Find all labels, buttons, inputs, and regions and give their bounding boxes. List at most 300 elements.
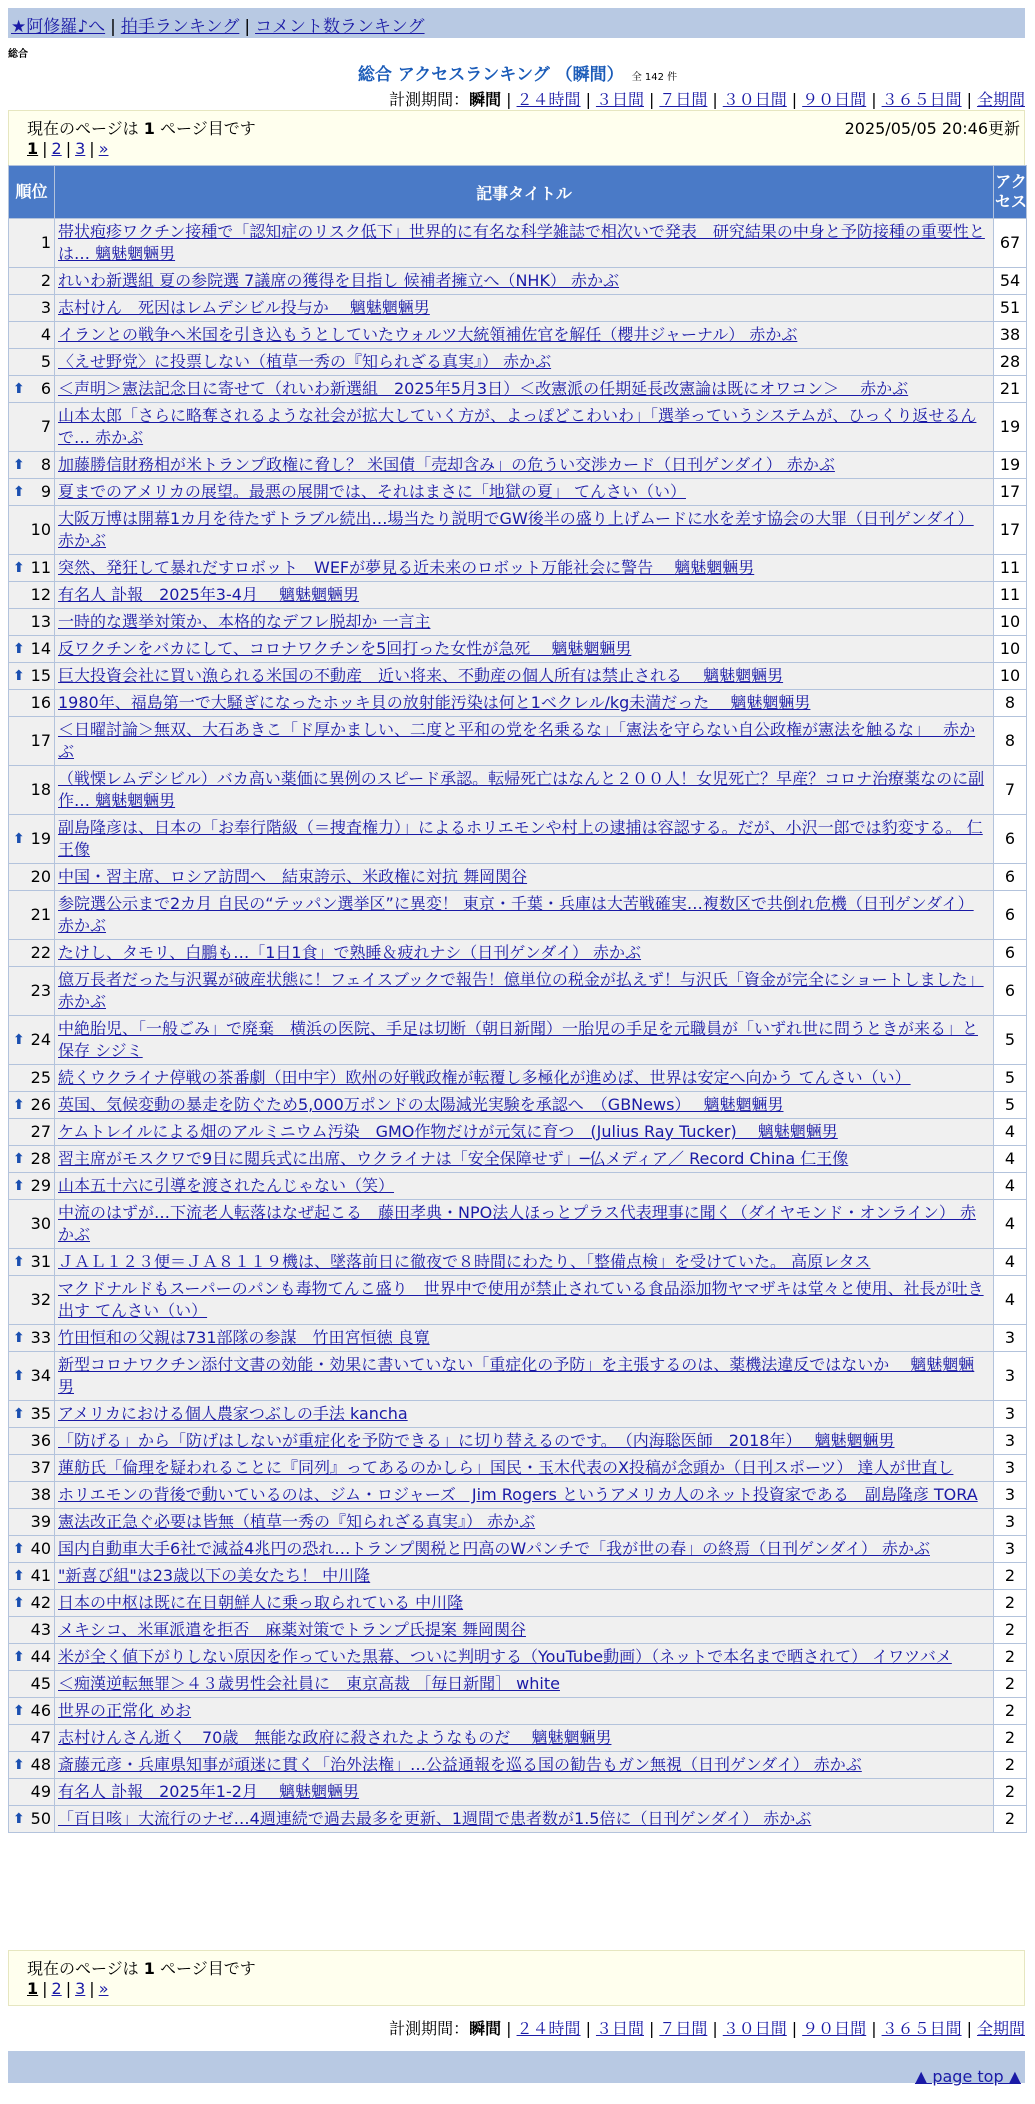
table-row xyxy=(9,1482,1027,1509)
access-count: 67 xyxy=(994,219,1027,268)
pager-separator: | xyxy=(65,1979,72,1998)
rank-number: 49 xyxy=(30,1782,51,1801)
period-option-link[interactable]: 全期間 xyxy=(976,2019,1025,2038)
access-count: 17 xyxy=(994,506,1027,555)
access-count: 3 xyxy=(994,1352,1027,1401)
title-cell xyxy=(55,766,994,815)
table-row xyxy=(9,1806,1027,1833)
rank-cell xyxy=(9,349,55,376)
title-cell xyxy=(55,1779,994,1806)
rank-up-arrow-icon: ⬆ xyxy=(13,1703,25,1719)
period-option-link[interactable]: ７日間 xyxy=(659,2019,708,2038)
table-row xyxy=(9,1325,1027,1352)
rank-number: 36 xyxy=(30,1431,51,1450)
article-link[interactable]: アメリカにおける個人農家つぶしの手法 kancha xyxy=(58,1404,408,1423)
article-link[interactable]: 習主席がモスクワで9日に閲兵式に出席、ウクライナは「安全保障せず」─仏メディア／ Record China 仁王像 xyxy=(58,1149,849,1168)
article-link[interactable]: 中流のはずが…下流老人転落はなぜ起こる 藤田孝典・NPO法人ほっとプラス代表理事に聞く（ダイヤモンド・オンライン） 赤かぶ xyxy=(58,1203,977,1244)
access-count: 2 xyxy=(994,1725,1027,1752)
clap-ranking-link[interactable]: 拍手ランキング xyxy=(120,17,240,37)
rank-cell xyxy=(9,1200,55,1249)
table-row xyxy=(9,1065,1027,1092)
rank-up-arrow-icon: ⬆ xyxy=(13,1178,25,1194)
comment-ranking-link[interactable]: コメント数ランキング xyxy=(255,17,425,37)
article-link[interactable]: 有名人 訃報 2025年3-4月 魑魅魍魎男 xyxy=(58,585,360,604)
title-cell xyxy=(55,717,994,766)
rank-number: 10 xyxy=(30,520,51,539)
rank-number: 34 xyxy=(30,1366,51,1385)
period-option-link[interactable]: ３日間 xyxy=(595,90,644,109)
article-link[interactable]: ＪＡＬ１２３便＝ＪＡ８１１９機は、墜落前日に徹夜で８時間にわたり、「整備点検」を受けていた。 高原レタス xyxy=(58,1252,871,1271)
rank-cell xyxy=(9,1016,55,1065)
article-link[interactable]: たけし、タモリ、白鵬も…「1日1食」で熟睡＆疲れナシ（日刊ゲンダイ） 赤かぶ xyxy=(58,943,642,962)
rank-cell xyxy=(9,717,55,766)
rank-cell xyxy=(9,506,55,555)
pager-next-link[interactable]: » xyxy=(98,1979,109,1998)
rank-cell xyxy=(9,1617,55,1644)
rank-up-arrow-icon: ⬆ xyxy=(13,457,25,473)
table-row xyxy=(9,322,1027,349)
pager-next-link[interactable]: » xyxy=(98,139,109,158)
rank-number: 50 xyxy=(30,1809,51,1828)
period-option-link[interactable]: ３０日間 xyxy=(722,2019,787,2038)
title-cell xyxy=(55,864,994,891)
access-count: 2 xyxy=(994,1590,1027,1617)
rank-up-arrow-icon: ⬆ xyxy=(13,1097,25,1113)
rank-up-arrow-icon: ⬆ xyxy=(13,1757,25,1773)
rank-cell xyxy=(9,1536,55,1563)
article-link[interactable]: 志村けんさん逝く 70歳 無能な政府に殺されたようなものだ 魑魅魍魎男 xyxy=(58,1728,612,1747)
page-title: 総合 アクセスランキング （瞬間） xyxy=(357,65,624,85)
rank-cell xyxy=(9,1590,55,1617)
title-cell xyxy=(55,1806,994,1833)
access-count: 8 xyxy=(994,717,1027,766)
rank-number: 39 xyxy=(30,1512,51,1531)
rank-up-arrow-icon: ⬆ xyxy=(13,1368,25,1384)
access-count: 51 xyxy=(994,295,1027,322)
rank-number: 27 xyxy=(30,1122,51,1141)
period-option-link[interactable]: ３日間 xyxy=(595,2019,644,2038)
nav-separator: | xyxy=(244,17,251,37)
access-count: 21 xyxy=(994,376,1027,403)
pager-link[interactable]: 1 xyxy=(27,139,39,158)
rank-number: 5 xyxy=(40,352,51,371)
table-row xyxy=(9,1671,1027,1698)
rank-cell xyxy=(9,1698,55,1725)
article-link[interactable]: 加藤勝信財務相が米トランプ政権に脅し？ 米国債「売却含み」の危うい交渉カード（日刊ゲンダイ） 赤かぶ xyxy=(58,455,835,474)
access-count: 10 xyxy=(994,663,1027,690)
access-count: 10 xyxy=(994,609,1027,636)
rank-number: 38 xyxy=(30,1485,51,1504)
page-number: 1 xyxy=(143,1959,155,1978)
title-cell xyxy=(55,1200,994,1249)
period-separator: | xyxy=(966,2019,972,2038)
rank-cell xyxy=(9,891,55,940)
rank-cell xyxy=(9,636,55,663)
rank-number: 25 xyxy=(30,1068,51,1087)
access-count: 28 xyxy=(994,349,1027,376)
title-cell xyxy=(55,1617,994,1644)
period-separator: | xyxy=(585,90,591,109)
title-cell xyxy=(55,1119,994,1146)
article-link[interactable]: "新喜び組"は23歳以下の美女たち！ 中川隆 xyxy=(58,1566,371,1585)
rank-number: 29 xyxy=(30,1176,51,1195)
article-link[interactable]: 参院選公示まで2カ月 自民の“テッパン選挙区”に異変！ 東京・千葉・兵庫は大苦戦確実…複数区で共倒れ危機（日刊ゲンダイ） 赤かぶ xyxy=(58,894,974,935)
rank-number: 21 xyxy=(30,905,51,924)
access-count: 3 xyxy=(994,1536,1027,1563)
access-count: 3 xyxy=(994,1509,1027,1536)
title-cell xyxy=(55,268,994,295)
rank-number: 9 xyxy=(40,482,51,501)
access-count: 5 xyxy=(994,1092,1027,1119)
rank-number: 43 xyxy=(30,1620,51,1639)
pager-link[interactable]: 3 xyxy=(75,1979,86,1998)
period-separator: | xyxy=(871,2019,877,2038)
period-separator: | xyxy=(871,90,877,109)
rank-cell xyxy=(9,864,55,891)
article-link[interactable]: 「防げる」から「防げはしないが重症化を予防できる」に切り替えるのです。 （内海聡医師 2018年） 魑魅魍魎男 xyxy=(58,1431,895,1450)
article-link[interactable]: 反ワクチンをバカにして、コロナワクチンを5回打った女性が急死 魑魅魍魎男 xyxy=(58,639,632,658)
title-cell xyxy=(55,663,994,690)
title-cell xyxy=(55,967,994,1016)
table-header-row xyxy=(9,166,1027,219)
rank-cell xyxy=(9,479,55,506)
access-count: 4 xyxy=(994,1200,1027,1249)
title-cell xyxy=(55,376,994,403)
article-link[interactable]: れいわ新選組 夏の参院選 7議席の獲得を目指し 候補者擁立へ（NHK） 赤かぶ xyxy=(58,271,620,290)
article-link[interactable]: 新型コロナワクチン添付文書の効能・効果に書いていない「重症化の予防」を主張するのは、薬機法違反ではないか 魑魅魍魎男 xyxy=(58,1355,975,1396)
title-cell xyxy=(55,1173,994,1200)
rank-up-arrow-icon: ⬆ xyxy=(13,1811,25,1827)
table-row xyxy=(9,1146,1027,1173)
title-cell xyxy=(55,690,994,717)
access-count: 4 xyxy=(994,1276,1027,1325)
article-link[interactable]: 竹田恒和の父親は731部隊の参謀 竹田宮恒徳 良寛 xyxy=(58,1328,430,1347)
rank-cell xyxy=(9,219,55,268)
article-link[interactable]: ＜痴漢逆転無罪＞４３歳男性会社員に 東京高裁 ［毎日新聞］ white xyxy=(58,1674,560,1693)
title-cell xyxy=(55,452,994,479)
table-row xyxy=(9,219,1027,268)
article-link[interactable]: マクドナルドもスーパーのパンも毒物てんこ盛り 世界中で使用が禁止されている食品添加物ヤマザキは堂々と使用、社長が吐き出す てんさい（い） xyxy=(58,1279,984,1320)
rank-cell xyxy=(9,1482,55,1509)
table-row xyxy=(9,1276,1027,1325)
rank-number: 32 xyxy=(30,1290,51,1309)
period-separator: | xyxy=(506,90,512,109)
table-row xyxy=(9,1352,1027,1401)
pager-top xyxy=(27,139,108,158)
article-link[interactable]: 大阪万博は開幕1カ月を待たずトラブル続出…場当たり説明でGW後半の盛り上げムードに水を差す協会の大罪（日刊ゲンダイ） 赤かぶ xyxy=(58,509,974,550)
article-link[interactable]: 憲法改正急ぐ必要は皆無（植草一秀の『知られざる真実』） 赤かぶ xyxy=(58,1512,536,1531)
updated-timestamp: 2025/05/05 20:46更新 xyxy=(844,119,1020,138)
rank-number: 46 xyxy=(30,1701,51,1720)
article-link[interactable]: 1980年、福島第一で大騒ぎになったホッキ貝の放射能汚染は何と1ベクレル/kg未満だった 魑魅魍魎男 xyxy=(58,693,811,712)
rank-cell xyxy=(9,1779,55,1806)
nav-separator: | xyxy=(110,17,116,37)
access-count: 2 xyxy=(994,1779,1027,1806)
rank-number: 14 xyxy=(30,639,51,658)
period-option-link[interactable]: ９０日間 xyxy=(802,90,867,109)
article-link[interactable]: 米が全く値下がりしない原因を作っていた黒幕、ついに判明する（YouTube動画）（ネットで本名まで晒されて） イワツバメ xyxy=(58,1647,952,1666)
title-cell xyxy=(55,1146,994,1173)
total-count: 全 142 件 xyxy=(631,72,678,83)
access-count: 3 xyxy=(994,1455,1027,1482)
rank-cell xyxy=(9,1276,55,1325)
period-option-link[interactable]: ９０日間 xyxy=(802,2019,867,2038)
period-separator: | xyxy=(585,2019,591,2038)
title-cell xyxy=(55,1455,994,1482)
period-selector-top xyxy=(389,87,1025,110)
pager-link[interactable]: 2 xyxy=(51,1979,62,1998)
title-cell xyxy=(55,506,994,555)
rank-up-arrow-icon: ⬆ xyxy=(13,1406,25,1422)
title-cell xyxy=(55,1352,994,1401)
rank-number: 26 xyxy=(30,1095,51,1114)
access-count: 6 xyxy=(994,864,1027,891)
table-row xyxy=(9,268,1027,295)
rank-cell xyxy=(9,1806,55,1833)
article-link[interactable]: 国内自動車大手6社で減益4兆円の恐れ…トランプ関税と円高のWパンチで「我が世の春」の終焉（日刊ゲンダイ） 赤かぶ xyxy=(58,1539,930,1558)
title-cell xyxy=(55,1276,994,1325)
article-link[interactable]: 続くウクライナ停戦の茶番劇（田中宇）欧州の好戦政権が転覆し多極化が進めば、世界は安定へ向かう てんさい（い） xyxy=(58,1068,911,1087)
table-row xyxy=(9,891,1027,940)
period-separator: | xyxy=(966,90,972,109)
article-link[interactable]: 「百日咳」大流行のナゼ…4週連続で過去最多を更新、1週間で患者数が1.5倍に（日刊ゲンダイ） 赤かぶ xyxy=(58,1809,812,1828)
rank-up-arrow-icon: ⬆ xyxy=(13,1649,25,1665)
period-separator: | xyxy=(791,90,798,109)
rank-cell xyxy=(9,1401,55,1428)
rank-number: 22 xyxy=(30,943,51,962)
rank-up-arrow-icon: ⬆ xyxy=(13,641,25,657)
table-row xyxy=(9,1752,1027,1779)
table-row xyxy=(9,1092,1027,1119)
article-link[interactable]: 夏までのアメリカの展望。最悪の展開では、それはまさに「地獄の夏」 てんさい（い） xyxy=(58,482,686,501)
article-link[interactable]: 志村けん 死因はレムデシビル投与か 魑魅魍魎男 xyxy=(58,298,430,317)
table-row xyxy=(9,1016,1027,1065)
page-top-link[interactable]: ▲ page top ▲ xyxy=(914,2067,1021,2086)
page-text-suffix: ページ目です xyxy=(160,1959,256,1978)
table-row xyxy=(9,1173,1027,1200)
rank-number: 8 xyxy=(40,455,51,474)
access-count: 4 xyxy=(994,1146,1027,1173)
table-row xyxy=(9,295,1027,322)
period-option-link[interactable]: ３６５日間 xyxy=(881,2019,962,2038)
table-row xyxy=(9,815,1027,864)
rank-up-arrow-icon: ⬆ xyxy=(13,1595,25,1611)
table-row xyxy=(9,582,1027,609)
table-row xyxy=(9,609,1027,636)
table-row xyxy=(9,690,1027,717)
period-option-link[interactable]: ３０日間 xyxy=(722,90,787,109)
title-cell xyxy=(55,815,994,864)
table-row xyxy=(9,1455,1027,1482)
top-nav-bar xyxy=(8,8,1025,38)
rank-number: 47 xyxy=(30,1728,51,1747)
rank-cell xyxy=(9,1146,55,1173)
title-cell xyxy=(55,1590,994,1617)
table-row xyxy=(9,636,1027,663)
period-option-link[interactable]: ３６５日間 xyxy=(881,90,962,109)
rank-up-arrow-icon: ⬆ xyxy=(13,831,25,847)
access-count: 54 xyxy=(994,268,1027,295)
period-separator: | xyxy=(712,90,718,109)
title-cell xyxy=(55,295,994,322)
table-row xyxy=(9,1119,1027,1146)
article-link[interactable]: 副島隆彦は、日本の「お奉行階級（＝捜査権力）」によるホリエモンや村上の逮捕は容認する。だが、小沢一郎では豹変する。 仁王像 xyxy=(58,818,983,859)
article-link[interactable]: 山本太郎「さらに略奪されるような社会が拡大していく方が、よっぽどこわいわ」「選挙っていうシステムが、ひっくり返せるんで… 赤かぶ xyxy=(58,406,977,447)
rank-cell xyxy=(9,663,55,690)
title-cell xyxy=(55,1428,994,1455)
rank-number: 16 xyxy=(30,693,51,712)
home-link[interactable]: ★阿修羅♪へ xyxy=(11,17,106,37)
article-link[interactable]: 世界の正常化 めお xyxy=(58,1701,192,1720)
ranking-table xyxy=(8,165,1027,1833)
pager-separator: | xyxy=(42,1979,48,1998)
rank-cell xyxy=(9,1065,55,1092)
article-link[interactable]: 中国・習主席、ロシア訪問へ 結束誇示、米政権に対抗 舞岡関谷 xyxy=(58,867,528,886)
period-separator: | xyxy=(506,2019,512,2038)
article-link[interactable]: イランとの戦争へ米国を引き込もうとしていたウォルツ大統領補佐官を解任（櫻井ジャーナル） 赤かぶ xyxy=(58,325,798,344)
article-link[interactable]: 突然、発狂して暴れだすロボット WEFが夢見る近未来のロボット万能社会に警告 魑魅魍魎男 xyxy=(58,558,755,577)
top-nav-links xyxy=(11,12,425,37)
period-current: 瞬間 xyxy=(469,90,502,109)
access-count: 17 xyxy=(994,479,1027,506)
rank-cell xyxy=(9,1455,55,1482)
pager-separator: | xyxy=(89,139,95,158)
table-row xyxy=(9,1779,1027,1806)
title-cell xyxy=(55,1016,994,1065)
title-cell xyxy=(55,1092,994,1119)
rank-up-arrow-icon: ⬆ xyxy=(13,1330,25,1346)
pager-separator: | xyxy=(65,139,72,158)
article-link[interactable]: ＜声明＞憲法記念日に寄せて（れいわ新選組 2025年5月3日）＜改憲派の任期延長改憲論は既にオワコン＞ 赤かぶ xyxy=(58,379,909,398)
pager-link[interactable]: 3 xyxy=(75,139,86,158)
pager-link[interactable]: 1 xyxy=(27,1979,39,1998)
article-link[interactable]: 日本の中枢は既に在日朝鮮人に乗っ取られている 中川隆 xyxy=(58,1593,464,1612)
article-link[interactable]: ＜日曜討論＞無双、大石あきこ「ド厚かましい、二度と平和の党を名乗るな」「憲法を守らない自公政権が憲法を触るな」 赤かぶ xyxy=(58,720,976,761)
rank-up-arrow-icon: ⬆ xyxy=(13,1541,25,1557)
rank-number: 15 xyxy=(30,666,51,685)
article-link[interactable]: メキシコ、米軍派遣を拒否 麻薬対策でトランプ氏提案 舞岡関谷 xyxy=(58,1620,526,1639)
rank-number: 31 xyxy=(30,1252,51,1271)
rank-cell xyxy=(9,1249,55,1276)
ranking-heading xyxy=(0,60,1035,85)
rank-cell xyxy=(9,1428,55,1455)
rank-number: 28 xyxy=(30,1149,51,1168)
article-link[interactable]: 山本五十六に引導を渡されたんじゃない（笑） xyxy=(58,1176,395,1195)
period-current: 瞬間 xyxy=(469,2019,502,2038)
period-option-link[interactable]: ２４時間 xyxy=(516,2019,581,2038)
table-row xyxy=(9,555,1027,582)
access-count: 38 xyxy=(994,322,1027,349)
current-page-text xyxy=(27,1956,256,1979)
rank-number: 48 xyxy=(30,1755,51,1774)
access-count: 6 xyxy=(994,967,1027,1016)
rank-number: 11 xyxy=(30,558,51,577)
access-count: 4 xyxy=(994,1119,1027,1146)
article-link[interactable]: ホリエモンの背後で動いているのは、ジム・ロジャーズ Jim Rogers というアメリカ人のネット投資家である 副島隆彦 TORA xyxy=(58,1485,978,1504)
access-count: 6 xyxy=(994,815,1027,864)
title-cell xyxy=(55,1249,994,1276)
title-cell xyxy=(55,349,994,376)
rank-cell xyxy=(9,1119,55,1146)
title-cell xyxy=(55,555,994,582)
rank-cell xyxy=(9,403,55,452)
table-row xyxy=(9,479,1027,506)
article-link[interactable]: 英国、気候変動の暴走を防ぐため5,000万ポンドの太陽減光実験を承認へ （GBNews） 魑魅魍魎男 xyxy=(58,1095,784,1114)
rank-cell xyxy=(9,766,55,815)
article-link[interactable]: ケムトレイルによる畑のアルミニウム汚染 GMO作物だけが元気に育つ (Julius Ray Tucker) 魑魅魍魎男 xyxy=(58,1122,838,1141)
rank-number: 33 xyxy=(30,1328,51,1347)
rank-number: 13 xyxy=(30,612,51,631)
rank-cell xyxy=(9,322,55,349)
title-cell xyxy=(55,1671,994,1698)
article-link[interactable]: 帯状疱疹ワクチン接種で「認知症のリスク低下」世界的に有名な科学雑誌で相次いで発表 研究結果の中身と予防接種の重要性とは… 魑魅魍魎男 xyxy=(58,222,985,263)
rank-number: 18 xyxy=(30,780,51,799)
title-cell xyxy=(55,609,994,636)
access-count: 5 xyxy=(994,1065,1027,1092)
article-link[interactable]: 〈えせ野党〉に投票しない（植草一秀の『知られざる真実』） 赤かぶ xyxy=(58,352,552,371)
title-cell xyxy=(55,1752,994,1779)
access-count: 11 xyxy=(994,582,1027,609)
table-row xyxy=(9,376,1027,403)
page-number: 1 xyxy=(143,119,155,138)
period-label: 計測期間： xyxy=(389,2019,470,2038)
pager-link[interactable]: 2 xyxy=(51,139,62,158)
table-row xyxy=(9,967,1027,1016)
rank-up-arrow-icon: ⬆ xyxy=(13,668,25,684)
article-link[interactable]: （戦慄レムデシビル）バカ高い薬価に異例のスピード承認。転帰死亡はなんと２００人！女児死亡？早産？コロナ治療薬なのに副作… 魑魅魍魎男 xyxy=(58,769,985,810)
rank-cell xyxy=(9,1671,55,1698)
access-count: 2 xyxy=(994,1671,1027,1698)
pager-separator: | xyxy=(89,1979,95,1998)
article-link[interactable]: 蓮舫氏「倫理を疑われることに『同列』ってあるのかしら」国民・玉木代表のX投稿が念頭か（日刊スポーツ） 達人が世直し xyxy=(58,1458,954,1477)
rank-cell xyxy=(9,967,55,1016)
article-link[interactable]: 巨大投資会社に買い漁られる米国の不動産 近い将来、不動産の個人所有は禁止される 魑魅魍魎男 xyxy=(58,666,784,685)
article-link[interactable]: 中絶胎児、「一般ごみ」で廃棄 横浜の医院、手足は切断（朝日新聞）一胎児の手足を元職員が「いずれ世に問うときが来る」と保存 シジミ xyxy=(58,1019,979,1060)
rank-number: 2 xyxy=(40,271,51,290)
article-link[interactable]: 斎藤元彦・兵庫県知事が頑迷に貫く「治外法権」…公益通報を巡る国の勧告もガン無視（日刊ゲンダイ） 赤かぶ xyxy=(58,1755,862,1774)
article-link[interactable]: 億万長者だった与沢翼が破産状態に！フェイスブックで報告！億単位の税金が払えず！与沢氏「資金が完全にショートしました」 赤かぶ xyxy=(58,970,984,1011)
rank-cell xyxy=(9,1325,55,1352)
access-count: 5 xyxy=(994,1016,1027,1065)
table-row xyxy=(9,864,1027,891)
period-option-link[interactable]: ７日間 xyxy=(659,90,708,109)
title-cell xyxy=(55,1325,994,1352)
access-count: 19 xyxy=(994,452,1027,479)
period-option-link[interactable]: ２４時間 xyxy=(516,90,581,109)
bottom-bar xyxy=(8,2051,1025,2086)
rank-number: 7 xyxy=(40,417,51,436)
rank-number: 42 xyxy=(30,1593,51,1612)
rank-cell xyxy=(9,295,55,322)
rank-number: 44 xyxy=(30,1647,51,1666)
period-separator: | xyxy=(648,2019,655,2038)
period-option-link[interactable]: 全期間 xyxy=(976,90,1025,109)
rank-cell xyxy=(9,582,55,609)
rank-cell xyxy=(9,1092,55,1119)
rank-number: 12 xyxy=(30,585,51,604)
rank-cell xyxy=(9,268,55,295)
rank-cell xyxy=(9,1509,55,1536)
rank-number: 3 xyxy=(40,298,51,317)
table-row xyxy=(9,1563,1027,1590)
access-count: 4 xyxy=(994,1173,1027,1200)
rank-cell xyxy=(9,1752,55,1779)
rank-number: 40 xyxy=(30,1539,51,1558)
article-link[interactable]: 一時的な選挙対策か、本格的なデフレ脱却か 一言主 xyxy=(58,612,431,631)
table-row xyxy=(9,1644,1027,1671)
title-cell xyxy=(55,1725,994,1752)
article-link[interactable]: 有名人 訃報 2025年1-2月 魑魅魍魎男 xyxy=(58,1782,360,1801)
